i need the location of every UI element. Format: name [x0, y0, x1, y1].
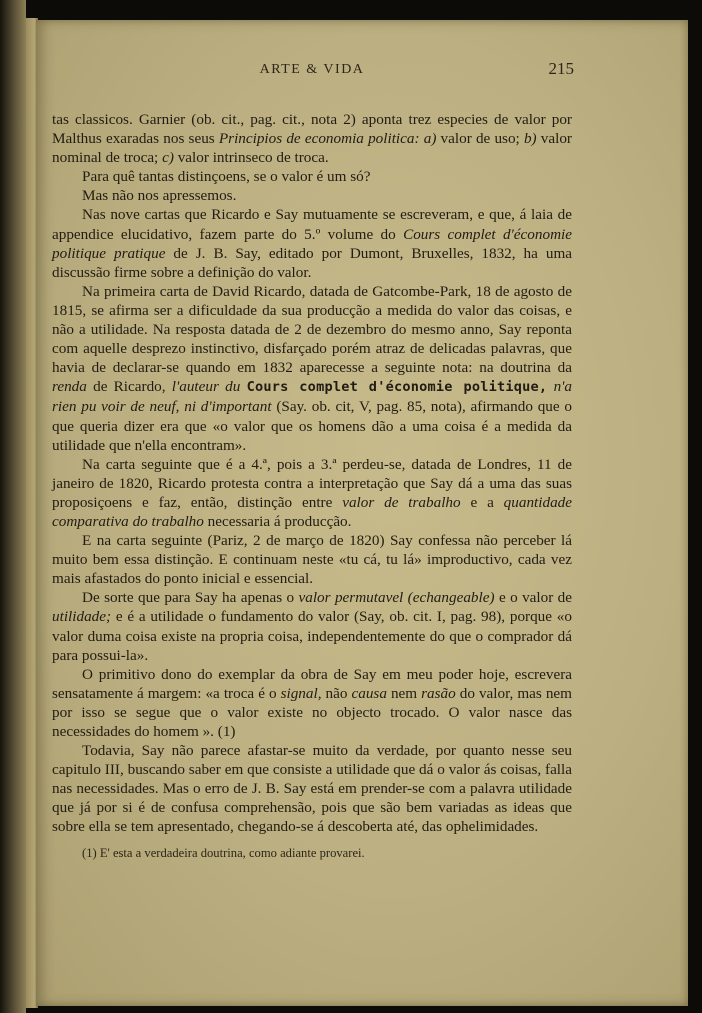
text-run: E na carta seguinte (Pariz, 2 de março de 1820) Say confessa não perceber lá muito bem essa distinção. E continuam neste «tu cá, tu lá» improductivo, cada vez mais afastados do ponto inicial e essencial.: [52, 532, 572, 588]
italic-text: quantidade comparativa do trabalho: [52, 493, 573, 530]
text-run: (Say. ob. cit, V, pag. 85, nota), afirmando que o que queria dizer era que «o valor que os homens dão a uma coisa é a medida da utilidade que n'ella encontram».: [52, 398, 572, 454]
text-run: Para quê tantas distinçoens, se o valor é um só?: [82, 168, 371, 186]
paragraph: [52, 665, 572, 741]
italic-text: l'auteur du: [171, 378, 241, 396]
paragraph: [52, 167, 572, 186]
italic-text: n'a rien pu voir de neuf, ni d'important: [52, 378, 572, 416]
book-binding-edge: [0, 0, 26, 1013]
text-run: nem: [386, 684, 422, 702]
paragraph: [52, 205, 572, 281]
text-run: valor intrinseco de troca.: [173, 149, 329, 167]
italic-text: c): [162, 149, 174, 167]
text-run: e é a utilidade o fundamento do valor (Say, ob. cit. I, pag. 98), porque «o valor duma coisa existe na propria coisa, independentemente do que o comprador dá para possui-la».: [52, 608, 572, 664]
text-run: Na primeira carta de David Ricardo, datada de Gatcombe-Park, 18 de agosto de 1815, se afirma ser a dificuldade da sua producção a medida do valor das coisas, e não a utilidade. Na resposta datada de 2 de dezembro do mesmo anno, Say reponta com aquelle desprezo instinctivo, disfarçado porém atraz de delicadas palavras, que havia de declarar-se quando em 1832 aparecesse a seguinte nota: na doutrina da: [52, 282, 572, 377]
italic-text: valor permutavel (echangeable): [298, 589, 495, 607]
italic-text: rasão: [421, 684, 456, 702]
paragraph: [52, 741, 572, 836]
text-run: necessaria á producção.: [203, 512, 352, 530]
text-run: de J. B. Say, editado por Dumont, Bruxelles, 1832, ha uma discussão firme sobre a definição do valor.: [52, 244, 572, 281]
italic-text: b): [523, 130, 537, 148]
text-run: Na carta seguinte que é a 4.ª, pois a 3.ª perdeu-se, datada de Londres, 11 de janeiro de 1820, Ricardo protesta contra a interpretação que Say dá a uma das suas proposiçoens e faz, então, distinção entre: [52, 455, 572, 511]
running-title: ARTE & VIDA: [259, 62, 365, 77]
italic-text: Cours complet d'économie politique pratique: [52, 225, 572, 262]
body-text: [52, 110, 572, 837]
text-run: e a: [460, 493, 504, 511]
italic-text: valor de trabalho: [342, 493, 461, 511]
paragraph: [52, 110, 572, 167]
paragraph: [52, 588, 572, 664]
text-run: não: [321, 684, 352, 702]
text-run: Todavia, Say não parece afastar-se muito da verdade, por quanto nesse seu capitulo III, buscando saber em que consiste a utilidade que dá o valor ás coisas, falla nas necessidades. Mas o erro de J. B. Say está em prender-se com a palavra utilidade que já por si é de confusa comprehensão, pois que são bem variadas as ideas que sobre ella se tem apresentado, chegando-se á descoberta até, das ophelimidades.: [52, 742, 572, 836]
italic-text: renda: [52, 378, 87, 396]
text-run: valor de uso;: [436, 130, 524, 148]
page-number: 215: [548, 59, 574, 78]
paragraph: [52, 282, 572, 455]
paragraph: [52, 186, 572, 205]
paragraph: [52, 531, 572, 588]
text-run: de Ricardo,: [86, 378, 172, 396]
text-run: do valor, mas nem por isso se segue que o valor existe no objecto trocado. O valor nasce das necessidades do homem ». (1): [52, 684, 572, 740]
italic-text: signal,: [280, 684, 322, 702]
text-run: O primitivo dono do exemplar da obra de Say em meu poder hoje, escrevera sensatamente á margem: «a troca é o: [52, 665, 572, 702]
text-run: valor nominal de troca;: [52, 130, 572, 167]
bold-text: Cours complet d'économie politique,: [246, 379, 548, 396]
page-header: [52, 59, 572, 81]
footnote: (1) E' esta a verdadeira doutrina, como adiante provarei.: [82, 846, 365, 860]
italic-text: Principios de economia politica:: [218, 130, 420, 148]
text-run: De sorte que para Say ha apenas o: [82, 589, 299, 607]
italic-text: a): [423, 130, 437, 148]
text-run: Nas nove cartas que Ricardo e Say mutuamente se escreveram, e que, á laia de appendice elucidativo, fazem parte do 5.º volume do: [52, 206, 572, 243]
text-run: e o valor de: [494, 589, 573, 607]
italic-text: causa: [351, 684, 387, 702]
paragraph: [52, 455, 572, 531]
text-run: tas classicos. Garnier (ob. cit., pag. cit., nota 2) aponta trez especies de valor por Malthus exaradas nos seus: [52, 111, 572, 148]
text-run: Mas não nos apressemos.: [82, 187, 237, 205]
italic-text: utilidade;: [52, 608, 112, 626]
